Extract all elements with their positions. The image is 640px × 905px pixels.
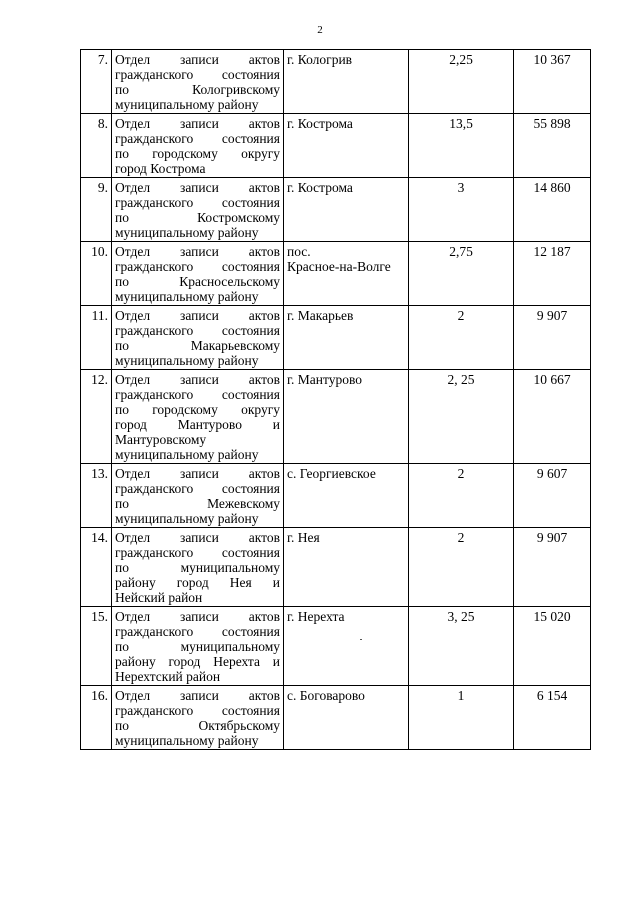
office-name-line: гражданского состояния bbox=[115, 387, 280, 402]
population-count: 14 860 bbox=[514, 178, 591, 242]
office-name-line: району город Нерехта и bbox=[115, 654, 280, 669]
office-name-line: муниципальному району bbox=[115, 353, 259, 368]
population-count: 10 367 bbox=[514, 50, 591, 114]
office-name-line: по Кологривскому bbox=[115, 82, 280, 97]
scan-speck bbox=[360, 639, 362, 640]
office-name-line: гражданского состояния bbox=[115, 67, 280, 82]
table-row bbox=[81, 464, 591, 528]
row-number: 15. bbox=[81, 607, 112, 686]
office-name-line: муниципальному району bbox=[115, 733, 259, 748]
staff-rate: 2 bbox=[409, 528, 514, 607]
office-location bbox=[284, 607, 409, 686]
office-name-line: по городскому округу bbox=[115, 402, 280, 417]
office-location bbox=[284, 370, 409, 464]
staff-rate: 3, 25 bbox=[409, 607, 514, 686]
row-number: 12. bbox=[81, 370, 112, 464]
office-name bbox=[112, 528, 284, 607]
table-body bbox=[81, 50, 591, 750]
office-location-line: г. Нерехта bbox=[287, 609, 345, 624]
office-name-line: гражданского состояния bbox=[115, 195, 280, 210]
office-name bbox=[112, 607, 284, 686]
office-name-line: гражданского состояния bbox=[115, 323, 280, 338]
office-name-line: муниципальному району bbox=[115, 447, 259, 462]
staff-rate: 2,75 bbox=[409, 242, 514, 306]
office-location-line: г. Кострома bbox=[287, 180, 353, 195]
office-name bbox=[112, 464, 284, 528]
office-name-line: по городскому округу bbox=[115, 146, 280, 161]
page-number: 2 bbox=[317, 24, 323, 36]
office-name-line: Нерехтский район bbox=[115, 669, 221, 684]
population-count: 9 907 bbox=[514, 306, 591, 370]
office-name-line: Отдел записи актов bbox=[115, 530, 280, 545]
office-location bbox=[284, 306, 409, 370]
office-name bbox=[112, 370, 284, 464]
office-location-line: с. Георгиевское bbox=[287, 466, 376, 481]
table-row bbox=[81, 686, 591, 750]
office-location bbox=[284, 464, 409, 528]
office-location bbox=[284, 528, 409, 607]
office-location-line: г. Нея bbox=[287, 530, 320, 545]
table-row bbox=[81, 306, 591, 370]
staff-rate: 1 bbox=[409, 686, 514, 750]
office-location bbox=[284, 114, 409, 178]
population-count: 15 020 bbox=[514, 607, 591, 686]
office-name-line: Нейский район bbox=[115, 590, 203, 605]
row-number: 9. bbox=[81, 178, 112, 242]
office-name-line: по Костромскому bbox=[115, 210, 280, 225]
office-name-line: гражданского состояния bbox=[115, 703, 280, 718]
office-name-line: Отдел записи актов bbox=[115, 180, 280, 195]
office-name-line: Отдел записи актов bbox=[115, 688, 280, 703]
row-number: 14. bbox=[81, 528, 112, 607]
office-name bbox=[112, 686, 284, 750]
office-name-line: по Красносельскому bbox=[115, 274, 280, 289]
office-name-line: Отдел записи актов bbox=[115, 372, 280, 387]
office-location-line: пос. bbox=[287, 244, 311, 259]
table-row bbox=[81, 528, 591, 607]
row-number: 13. bbox=[81, 464, 112, 528]
office-name-line: муниципальному району bbox=[115, 511, 259, 526]
office-name-line: району город Нея и bbox=[115, 575, 280, 590]
population-count: 55 898 bbox=[514, 114, 591, 178]
office-name-line: по Макарьевскому bbox=[115, 338, 280, 353]
population-count: 9 907 bbox=[514, 528, 591, 607]
office-location-line: г. Макарьев bbox=[287, 308, 354, 323]
row-number: 10. bbox=[81, 242, 112, 306]
office-location bbox=[284, 50, 409, 114]
staff-rate: 2 bbox=[409, 306, 514, 370]
table-row bbox=[81, 178, 591, 242]
office-name-line: город Мантурово и bbox=[115, 417, 280, 432]
office-name-line: Отдел записи актов bbox=[115, 308, 280, 323]
staff-rate: 13,5 bbox=[409, 114, 514, 178]
office-location-line: г. Кологрив bbox=[287, 52, 353, 67]
row-number: 11. bbox=[81, 306, 112, 370]
office-name-line: гражданского состояния bbox=[115, 481, 280, 496]
staff-rate: 2, 25 bbox=[409, 370, 514, 464]
table-row bbox=[81, 607, 591, 686]
office-location-line: с. Боговарово bbox=[287, 688, 365, 703]
office-name-line: муниципальному району bbox=[115, 289, 259, 304]
row-number: 16. bbox=[81, 686, 112, 750]
office-location-line: г. Кострома bbox=[287, 116, 353, 131]
office-name-line: гражданского состояния bbox=[115, 545, 280, 560]
office-location-line: г. Мантурово bbox=[287, 372, 362, 387]
office-name-line: Отдел записи актов bbox=[115, 609, 280, 624]
population-count: 9 607 bbox=[514, 464, 591, 528]
table-row bbox=[81, 114, 591, 178]
office-name-line: по муниципальному bbox=[115, 560, 280, 575]
office-name-line: муниципальному району bbox=[115, 225, 259, 240]
office-name-line: гражданского состояния bbox=[115, 259, 280, 274]
table-row bbox=[81, 242, 591, 306]
staff-rate: 3 bbox=[409, 178, 514, 242]
office-name-line: Отдел записи актов bbox=[115, 244, 280, 259]
office-name-line: Отдел записи актов bbox=[115, 116, 280, 131]
office-name bbox=[112, 50, 284, 114]
office-name-line: по Межевскому bbox=[115, 496, 280, 511]
population-count: 10 667 bbox=[514, 370, 591, 464]
staff-rate: 2 bbox=[409, 464, 514, 528]
table-row bbox=[81, 370, 591, 464]
office-location bbox=[284, 686, 409, 750]
population-count: 6 154 bbox=[514, 686, 591, 750]
office-name-line: по муниципальному bbox=[115, 639, 280, 654]
office-location bbox=[284, 178, 409, 242]
row-number: 7. bbox=[81, 50, 112, 114]
office-name-line: гражданского состояния bbox=[115, 131, 280, 146]
office-name-line: Мантуровскому bbox=[115, 432, 207, 447]
office-name bbox=[112, 242, 284, 306]
registry-table bbox=[80, 49, 591, 750]
office-name-line: Отдел записи актов bbox=[115, 52, 280, 67]
table-row bbox=[81, 50, 591, 114]
office-name bbox=[112, 114, 284, 178]
population-count: 12 187 bbox=[514, 242, 591, 306]
office-location bbox=[284, 242, 409, 306]
row-number: 8. bbox=[81, 114, 112, 178]
office-name-line: муниципальному району bbox=[115, 97, 259, 112]
office-name-line: город Кострома bbox=[115, 161, 206, 176]
office-name bbox=[112, 306, 284, 370]
office-name-line: по Октябрьскому bbox=[115, 718, 280, 733]
office-name bbox=[112, 178, 284, 242]
staff-rate: 2,25 bbox=[409, 50, 514, 114]
office-location-line: Красное-на-Волге bbox=[287, 259, 391, 274]
office-name-line: Отдел записи актов bbox=[115, 466, 280, 481]
office-name-line: гражданского состояния bbox=[115, 624, 280, 639]
